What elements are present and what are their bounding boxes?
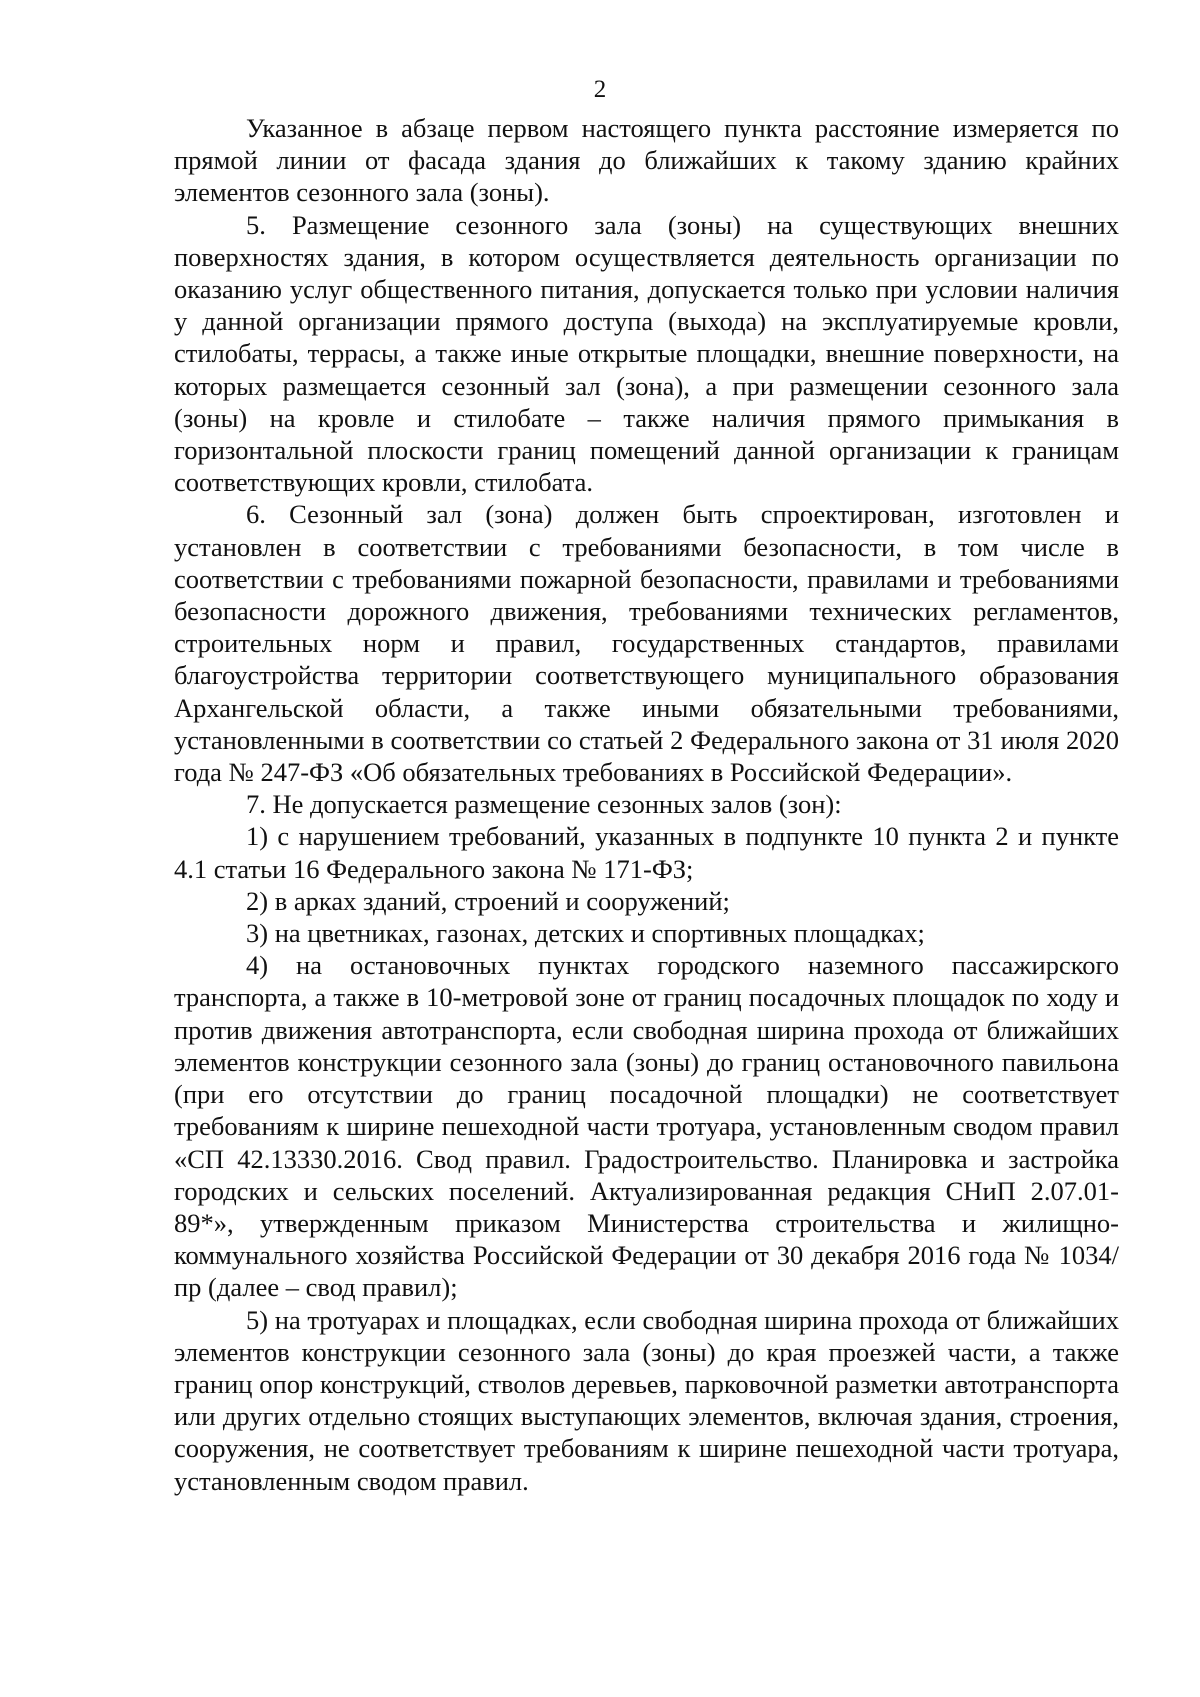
document-body [174, 112, 1119, 1497]
subitem-7-3: 3) на цветниках, газонах, детских и спортивных площадках; [246, 918, 925, 949]
subitem-7-2: 2) в арках зданий, строений и сооружений; [246, 885, 730, 916]
subitem-7-5: 5) на тротуарах и площадках, если свободная ширина прохода от ближайших элементов конструкции сезонного зала (зоны) до края проезжей части, а также границ опор конструкций, стволов деревьев, парковочной разметки автотранспорта или других отдельно стоящих выступающих элементов, включая здания, строения, сооружения, не соответствует требованиям к ширине пешеходной части тротуара, установленным сводом правил. [174, 1304, 1119, 1496]
subitem-7-4: 4) на остановочных пунктах городского наземного пассажирского транспорта, а также в 10-метровой зоне от границ посадочных площадок по ходу и против движения автотранспорта, если свободная ширина прохода от ближайших элементов конструкции сезонного зала (зоны) до границ остановочного павильона (при его отсутствии до границ посадочной площадки) не соответствует требованиям к ширине пешеходной части тротуара, установленным сводом правил «СП 42.13330.2016. Свод правил. Градостроительство. Планировка и застройка городских и сельских поселений. Актуализированная редакция СНиП 2.07.01-89*», утвержденным приказом Министерства строительства и жилищно-коммунального хозяйства Российской Федерации от 30 декабря 2016 года № 1034/пр (далее – свод правил); [174, 950, 1119, 1303]
paragraph-item-7: 7. Не допускается размещение сезонных залов (зон): [246, 789, 842, 820]
paragraph-item-5: 5. Размещение сезонного зала (зоны) на существующих внешних поверхностях здания, в котором осуществляется деятельность организации по оказанию услуг общественного питания, допускается только при условии наличия у данной организации прямого доступа (выхода) на эксплуатируемые кровли, стилобаты, террасы, а также иные открытые площадки, внешние поверхности, на которых размещается сезонный зал (зона), а при размещении сезонного зала (зоны) на кровле и стилобате – также наличия прямого примыкания в горизонтальной плоскости границ помещений данной организации к границам соответствующих кровли, стилобата. [174, 209, 1119, 498]
paragraph-item-6: 6. Сезонный зал (зона) должен быть спроектирован, изготовлен и установлен в соответствии с требованиями безопасности, в том числе в соответствии с требованиями пожарной безопасности, правилами и требованиями безопасности дорожного движения, требованиями технических регламентов, строительных норм и правил, государственных стандартов, правилами благоустройства территории соответствующего муниципального образования Архангельской области, а также иными обязательными требованиями, установленными в соответствии со статьей 2 Федерального закона от 31 июля 2020 года № 247-ФЗ «Об обязательных требованиях в Российской Федерации». [174, 499, 1119, 788]
page-number: 2 [593, 76, 607, 103]
paragraph-distance-measurement: Указанное в абзаце первом настоящего пункта расстояние измеряется по прямой линии от фасада здания до ближайших к такому зданию крайних элементов сезонного зала (зоны). [174, 113, 1119, 208]
subitem-7-1: 1) с нарушением требований, указанных в подпункте 10 пункта 2 и пункте 4.1 статьи 16 Федерального закона № 171-ФЗ; [174, 821, 1119, 884]
